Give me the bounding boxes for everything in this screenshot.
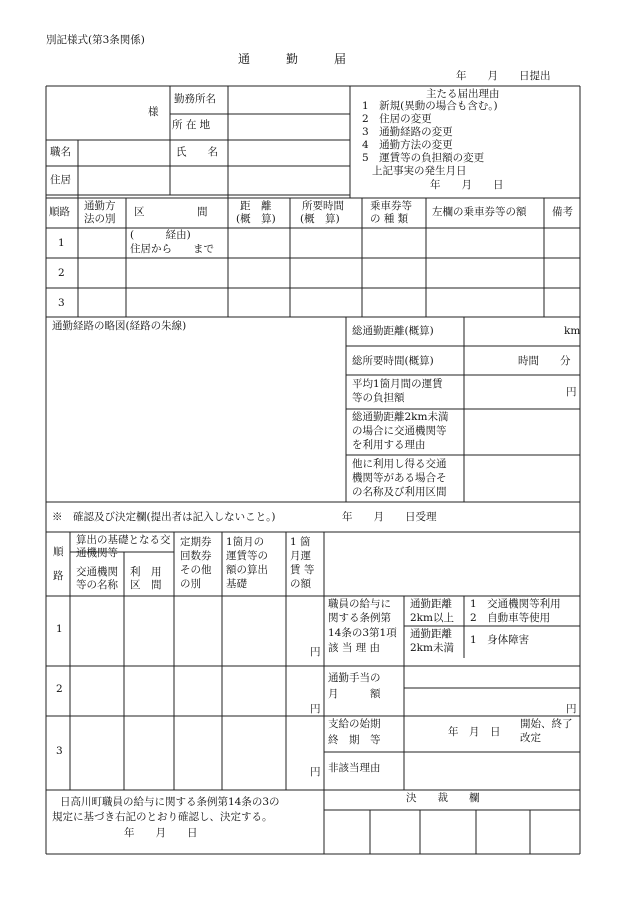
total-distance-unit: km [564, 325, 581, 337]
reason-item: 2 住居の変更 [362, 113, 432, 125]
route-row-number: 1 [58, 237, 65, 249]
confirm-col-calc: 1箇月の [226, 536, 265, 548]
approval-column-label: 決 裁 欄 [406, 792, 480, 804]
avg-fare-unit: 円 [566, 386, 577, 398]
allowance-amount-field[interactable] [406, 690, 578, 714]
payment-change-option[interactable]: 改定 [520, 732, 541, 744]
payment-period-label: 終 期 等 [328, 734, 381, 746]
lt2-option[interactable]: 1 身体障害 [470, 634, 530, 646]
residence-field[interactable] [80, 168, 348, 193]
residence-label: 住居 [50, 174, 71, 186]
row1-via-label: ( 経由) [130, 229, 191, 241]
confirm-col-basis-name: 等の名称 [76, 579, 118, 591]
distance-lt2-label: 通勤距離 [410, 628, 452, 640]
other-transport-label: の名称及び利用区間 [352, 486, 447, 498]
reason-item: 4 通勤方法の変更 [362, 139, 453, 151]
article-label: 職員の給与に [328, 598, 391, 610]
address-label: 所 在 地 [172, 119, 211, 131]
confirm-row-number: 2 [56, 683, 63, 695]
confirm-section-label: ※ 確認及び決定欄(提出者は記入しないこと。) [52, 511, 276, 523]
col-ticket-header: 乗車券等 [370, 200, 412, 212]
article-label: 該 当 理 由 [328, 642, 381, 654]
avg-fare-label: 等の負担額 [352, 392, 405, 404]
name-field[interactable] [230, 142, 348, 164]
reasons-heading: 主たる届出理由 [426, 88, 500, 100]
yen-unit: 円 [310, 646, 321, 658]
allowance-amount-field[interactable] [406, 668, 578, 686]
position-field[interactable] [80, 142, 168, 164]
total-distance-label: 総通勤距離(概算) [352, 325, 434, 337]
confirm-col-route: 順 [53, 546, 64, 558]
confirm-col-basis-name: 交通機関 [76, 566, 118, 578]
approval-stamp-box[interactable] [422, 812, 474, 852]
confirm-col-basis: 算出の基礎となる交通機関等 [76, 534, 171, 559]
approval-stamp-box[interactable] [372, 812, 418, 852]
confirm-col-calc: 額の算出 [226, 564, 268, 576]
allowance-label: 通勤手当の [328, 672, 381, 684]
payment-period-label: 支給の始期 [328, 718, 381, 730]
route-map-label: 通勤経路の略図(経路の朱線) [52, 320, 187, 332]
yen-unit: 円 [310, 766, 321, 778]
decision-date: 年 月 日 [124, 827, 198, 839]
address-field[interactable] [230, 116, 348, 138]
confirm-col-monthly: 賃 等 [290, 564, 315, 576]
confirm-col-monthly: 月運 [290, 550, 311, 562]
confirm-col-monthly: 1 箇 [290, 536, 311, 548]
col-fare-header: 左欄の乗車券等の額 [432, 206, 527, 218]
confirm-col-pass: その他 [180, 564, 212, 576]
confirm-col-route: 路 [53, 570, 64, 582]
confirm-col-pass: の別 [180, 578, 201, 590]
col-section-header: 区 間 [134, 206, 208, 218]
col-time-header: (概 算) [300, 213, 340, 225]
addressee-suffix: 様 [148, 106, 159, 118]
form-number-label: 別記様式(第3条関係) [46, 34, 145, 46]
name-label: 氏 名 [176, 146, 218, 158]
approval-stamp-box[interactable] [326, 812, 368, 852]
total-time-label: 総所要時間(概算) [352, 355, 434, 367]
confirm-col-basis-section: 区 間 [130, 579, 162, 591]
decision-statement: 規定に基づき右記のとおり確認し、決定する。 [52, 811, 273, 823]
col-ticket-header: の 種 類 [370, 213, 409, 225]
distance-ge2-label: 通勤距離 [410, 598, 452, 610]
ge2-option[interactable]: 1 交通機関等利用 [470, 598, 561, 610]
confirm-col-monthly: の額 [290, 578, 311, 590]
allowance-label: 月 額 [328, 688, 381, 700]
approval-stamp-box[interactable] [532, 812, 578, 852]
col-time-header: 所要時間 [302, 200, 344, 212]
distance-lt2-label: 2km未満 [410, 642, 454, 654]
article-label: 関する条例第 [328, 612, 391, 624]
route-row-number: 3 [58, 297, 65, 309]
distance-ge2-label: 2km以上 [410, 612, 454, 624]
confirm-col-calc: 運賃等の [226, 550, 268, 562]
under-2km-label: 総通勤距離2km未満 [352, 411, 449, 423]
col-method-header: 通勤方 [84, 200, 116, 212]
other-transport-label: 機関等がある場合そ [352, 472, 447, 484]
payment-date: 年 月 日 [448, 726, 501, 738]
confirm-col-pass: 定期券 [180, 536, 212, 548]
allowance-unit: 円 [566, 703, 577, 715]
confirm-col-calc: 基礎 [226, 578, 247, 590]
article-label: 14条の3第1項 [328, 627, 397, 639]
ge2-option[interactable]: 2 自動車等使用 [470, 612, 551, 624]
route-row-number: 2 [58, 267, 65, 279]
col-distance-header: (概 算) [236, 213, 276, 225]
other-transport-label: 他に利用し得る交通 [352, 458, 447, 470]
occurrence-date: 年 月 日 [430, 179, 504, 191]
col-route-header: 順路 [49, 206, 70, 218]
submission-date: 年 月 日提出 [456, 70, 551, 82]
decision-statement: 日高川町職員の給与に関する条例第14条の3の [60, 796, 280, 808]
under-2km-label: を利用する理由 [352, 439, 426, 451]
occurrence-label: 上記事実の発生月日 [372, 165, 467, 177]
confirm-row-number: 1 [56, 623, 63, 635]
under-2km-label: の場合に交通機関等 [352, 425, 447, 437]
col-method-header: 法の別 [84, 213, 116, 225]
received-date: 年 月 日受理 [342, 511, 437, 523]
office-label: 勤務所名 [174, 93, 216, 105]
col-note-header: 備考 [552, 206, 573, 218]
payment-change-option[interactable]: 開始、終了 [520, 718, 573, 730]
confirm-row-number: 3 [56, 745, 63, 757]
approval-stamp-box[interactable] [478, 812, 528, 852]
confirm-col-basis-section: 利 用 [130, 566, 162, 578]
position-label: 職名 [50, 146, 71, 158]
reason-item: 1 新規(異動の場合も含む。) [362, 100, 498, 112]
yen-unit: 円 [310, 703, 321, 715]
col-distance-header: 距 離 [240, 200, 272, 212]
confirm-col-pass: 回数券 [180, 550, 212, 562]
reason-item: 3 通勤経路の変更 [362, 126, 453, 138]
reason-item: 5 運賃等の負担額の変更 [362, 152, 485, 164]
row1-from-to-label: 住居から まで [130, 243, 214, 255]
avg-fare-label: 平均1箇月間の運賃 [352, 378, 443, 390]
non-applicable-label: 非該当理由 [328, 762, 381, 774]
office-field[interactable] [230, 92, 348, 112]
total-time-unit: 時間 分 [518, 355, 571, 367]
page-title: 通 勤 届 [238, 52, 347, 66]
